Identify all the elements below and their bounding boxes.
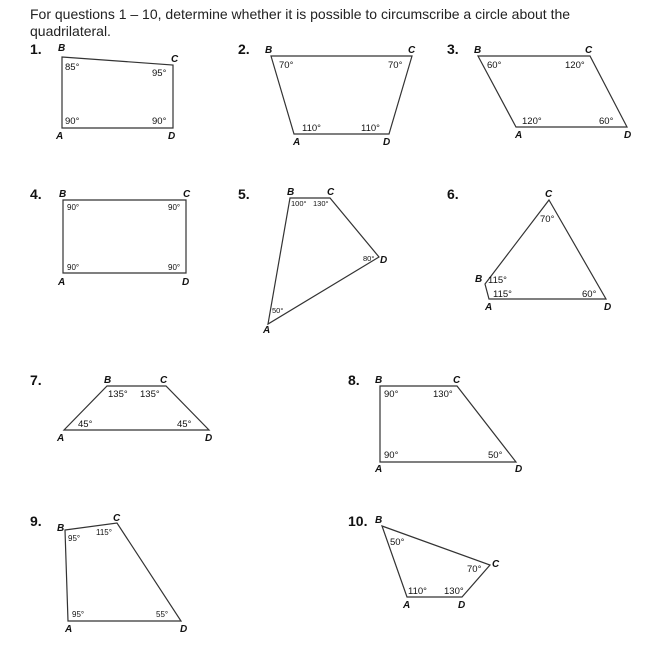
vertex-label-c: C bbox=[492, 559, 500, 570]
vertex-label-d: D bbox=[383, 137, 391, 148]
angle-label-a: 110° bbox=[302, 123, 321, 134]
problem-number-5: 5. bbox=[238, 186, 250, 202]
vertex-label-a: A bbox=[515, 130, 523, 141]
angle-label-a: 110° bbox=[408, 586, 427, 597]
vertex-label-c: C bbox=[113, 513, 121, 524]
vertex-label-d: D bbox=[168, 131, 176, 142]
angle-label-c: 70° bbox=[540, 214, 555, 225]
vertex-label-a: A bbox=[56, 131, 64, 142]
vertex-label-a: A bbox=[65, 624, 73, 635]
angle-label-a: 45° bbox=[78, 419, 93, 430]
angle-label-d: 60° bbox=[599, 116, 614, 127]
problem-number-1: 1. bbox=[30, 41, 42, 57]
angle-label-a: 90° bbox=[67, 263, 80, 272]
vertex-label-b: B bbox=[59, 189, 67, 200]
angle-label-a: 90° bbox=[65, 116, 80, 127]
vertex-label-c: C bbox=[408, 45, 416, 56]
problem-number-10: 10. bbox=[348, 513, 368, 529]
vertex-label-a: A bbox=[375, 464, 383, 475]
vertex-label-d: D bbox=[515, 464, 523, 475]
vertex-label-b: B bbox=[57, 523, 65, 534]
problem-number-9: 9. bbox=[30, 513, 42, 529]
vertex-label-c: C bbox=[453, 375, 461, 386]
angle-label-b: 90° bbox=[384, 389, 399, 400]
vertex-label-b: B bbox=[265, 45, 273, 56]
vertex-label-d: D bbox=[180, 624, 188, 635]
angle-label-c: 95° bbox=[152, 68, 167, 79]
instructions-text: For questions 1 – 10, determine whether it is possible to circumscribe a circle about the quadrilateral. bbox=[30, 6, 571, 39]
quadrilateral-8 bbox=[374, 375, 522, 475]
quadrilateral-1 bbox=[55, 43, 179, 142]
vertex-label-b: B bbox=[375, 515, 383, 526]
angle-label-b: 60° bbox=[487, 60, 502, 71]
angle-label-b: 90° bbox=[67, 203, 80, 212]
angle-label-b: 135° bbox=[108, 389, 128, 400]
angle-label-a: 95° bbox=[72, 610, 85, 619]
quadrilateral-7 bbox=[56, 375, 212, 444]
vertex-label-d: D bbox=[458, 600, 466, 611]
angle-label-a: 115° bbox=[493, 289, 512, 300]
angle-label-d: 55° bbox=[156, 610, 169, 619]
vertex-label-d: D bbox=[380, 255, 388, 266]
vertex-label-c: C bbox=[585, 45, 593, 56]
angle-label-b: 70° bbox=[279, 60, 294, 71]
quadrilateral-5 bbox=[262, 187, 387, 336]
vertex-label-b: B bbox=[287, 187, 295, 198]
shape-outline bbox=[65, 523, 181, 621]
angle-label-c: 120° bbox=[565, 60, 585, 71]
vertex-label-c: C bbox=[327, 187, 335, 198]
angle-label-d: 80° bbox=[363, 254, 375, 263]
angle-label-a: 120° bbox=[522, 116, 542, 127]
angle-label-c: 70° bbox=[388, 60, 403, 71]
angle-label-c: 130° bbox=[313, 199, 329, 208]
quadrilateral-9 bbox=[57, 513, 187, 635]
problem-number-4: 4. bbox=[30, 186, 42, 202]
quadrilateral-3 bbox=[474, 45, 631, 141]
angle-label-d: 50° bbox=[488, 450, 503, 461]
vertex-label-d: D bbox=[624, 130, 632, 141]
vertex-label-c: C bbox=[171, 54, 179, 65]
vertex-label-d: D bbox=[604, 302, 612, 313]
problem-number-2: 2. bbox=[238, 41, 250, 57]
angle-label-a: 90° bbox=[384, 450, 399, 461]
angle-label-d: 90° bbox=[168, 263, 181, 272]
angle-label-c: 130° bbox=[433, 389, 453, 400]
vertex-label-b: B bbox=[474, 45, 482, 56]
angle-label-a: 50° bbox=[272, 306, 284, 315]
vertex-label-b: B bbox=[58, 43, 66, 54]
quadrilateral-6 bbox=[475, 189, 611, 313]
angle-label-c: 115° bbox=[96, 528, 112, 537]
vertex-label-a: A bbox=[263, 325, 271, 336]
vertex-label-a: A bbox=[57, 433, 65, 444]
vertex-label-a: A bbox=[403, 600, 411, 611]
vertex-label-b: B bbox=[375, 375, 383, 386]
vertex-label-d: D bbox=[205, 433, 213, 444]
quadrilateral-4 bbox=[57, 189, 191, 288]
angle-label-c: 135° bbox=[140, 389, 160, 400]
quadrilateral-10 bbox=[375, 515, 500, 611]
vertex-label-c: C bbox=[545, 189, 553, 200]
angle-label-b: 100° bbox=[291, 199, 307, 208]
angle-label-d: 110° bbox=[361, 123, 380, 134]
vertex-label-b: B bbox=[475, 274, 483, 285]
angle-label-b: 85° bbox=[65, 62, 80, 73]
vertex-label-b: B bbox=[104, 375, 112, 386]
angle-label-b: 50° bbox=[390, 537, 405, 548]
vertex-label-c: C bbox=[160, 375, 168, 386]
angle-label-b: 115° bbox=[488, 275, 507, 286]
problem-number-8: 8. bbox=[348, 372, 360, 388]
vertex-label-a: A bbox=[293, 137, 301, 148]
vertex-label-a: A bbox=[58, 277, 66, 288]
angle-label-d: 60° bbox=[582, 289, 597, 300]
angle-label-b: 95° bbox=[68, 534, 81, 543]
angle-label-d: 90° bbox=[152, 116, 167, 127]
vertex-label-a: A bbox=[485, 302, 493, 313]
vertex-label-c: C bbox=[183, 189, 191, 200]
angle-label-d: 130° bbox=[444, 586, 464, 597]
quadrilateral-2 bbox=[265, 45, 416, 148]
angle-label-c: 90° bbox=[168, 203, 181, 212]
problem-number-3: 3. bbox=[447, 41, 459, 57]
angle-label-c: 70° bbox=[467, 564, 482, 575]
vertex-label-d: D bbox=[182, 277, 190, 288]
problem-number-7: 7. bbox=[30, 372, 42, 388]
angle-label-d: 45° bbox=[177, 419, 192, 430]
problem-number-6: 6. bbox=[447, 186, 459, 202]
